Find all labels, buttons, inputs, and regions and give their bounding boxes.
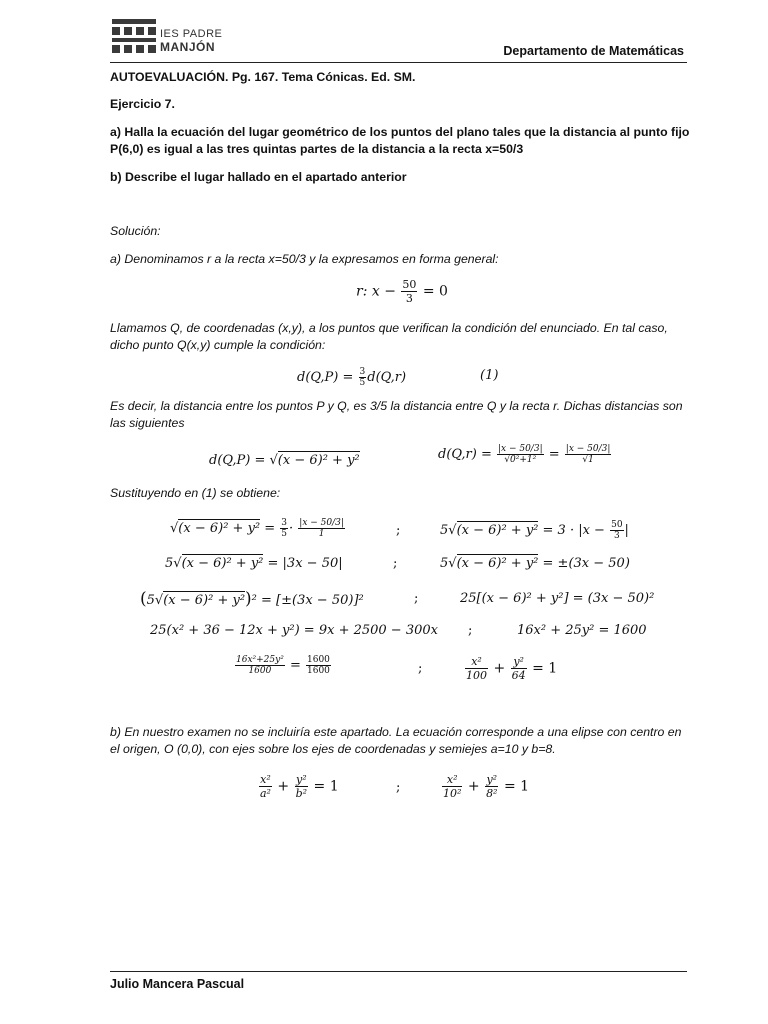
equation-condition: d(Q,P) = $\frac{3}{5}$ d(Q,r) [297,367,407,388]
separator: ; [396,780,401,795]
equation-number: (1) [480,368,499,383]
exercise-label: Ejercicio 7. [110,97,175,111]
separator: ; [396,523,401,538]
author-name: Julio Mancera Pascual [110,977,245,991]
equation-distance-qp: d(Q,P) = √(x − 6)² + y² [209,453,360,468]
ellipse-specific-equation: $\frac{\text{x²}}{\text{10²}}$ + $\frac{\text{y²}}{\text{8²}}$ = 1 [443,773,530,800]
logo-text-line1: IES PADRE [160,28,223,40]
derivation-2-right: 5√(x − 6)² + y² = ±(3x − 50) [440,556,630,571]
separator: ; [418,661,423,676]
question-a: a) Halla la ecuación del lugar geométrico de los puntos del plano tales que la distancia al punto fijo P(6,0) es igual a las tres quintas partes de la distancia a la recta x=50/3 [110,125,690,156]
footer-rule [110,971,687,972]
derivation-5-left: $\frac{\text{16x²+25y²}}{1600}$ = $\frac{1600}{1600}$ [236,655,330,676]
solution-q-text: Llamamos Q, de coordenadas (x,y), a los puntos que verifican la condición del enunciado. En tal caso, dicho punto Q(x,y) cumple la condición: [110,321,668,352]
derivation-3-left: (5√(x − 6)² + y²)² = [±(3x − 50)]² [140,589,364,609]
separator: ; [393,556,398,571]
header-rule [110,62,687,63]
derivation-1-left: √(x − 6)² + y² = $\frac{3}{5}$ · $\frac{|x - 50/3|}{1}$ [170,518,344,539]
logo-text-line2: MANJÓN [160,40,216,54]
solution-label: Solución: [110,224,161,238]
derivation-4-right: 16x² + 25y² = 1600 [517,623,647,638]
question-b: b) Describe el lugar hallado en el apartado anterior [110,170,407,184]
separator: ; [468,623,473,638]
solution-a-intro: a) Denominamos r a la recta x=50/3 y la expresamos en forma general: [110,252,499,266]
equation-line-r: r: x − $\frac{50}{3}$ = 0 [356,278,448,305]
derivation-4-left: 25(x² + 36 − 12x + y²) = 9x + 2500 − 300x [150,623,438,638]
ellipse-general-equation: $\frac{\text{x²}}{\text{a²}}$ + $\frac{\text{y²}}{\text{b²}}$ = 1 [260,773,339,800]
document-title: AUTOEVALUACIÓN. Pg. 167. Tema Cónicas. Ed. SM. [110,70,416,84]
derivation-3-right: 25[(x − 6)² + y²] = (3x − 50)² [460,591,655,606]
equation-distance-qr: d(Q,r) = $\frac{|x - 50/3|}{\text{√0²+1²}}$ = $\frac{|x - 50/3|}{√1}$ [438,444,611,465]
solution-b-text: b) En nuestro examen no se incluiría este apartado. La ecuación corresponde a una elipse con centro en el origen, O (0,0), con ejes sobre los ejes de coordenadas y semiejes a=10 y b=8. [110,725,682,756]
derivation-1-right: 5√(x − 6)² + y² = 3 · |x − $\frac{50}{3}$ | [440,520,629,541]
derivation-5-right: $\frac{\text{x²}}{100}$ + $\frac{\text{y²}}{64}$ = 1 [466,655,558,682]
solution-substitute-text: Sustituyendo en (1) se obtiene: [110,486,281,500]
separator: ; [414,591,419,606]
department-name: Departamento de Matemáticas [503,44,684,58]
derivation-2-left: 5√(x − 6)² + y² = |3x − 50| [165,556,343,571]
school-logo [112,19,156,53]
solution-distance-text: Es decir, la distancia entre los puntos P y Q, es 3/5 la distancia entre Q y la recta r. Dichas distancias son las siguientes [110,399,683,430]
